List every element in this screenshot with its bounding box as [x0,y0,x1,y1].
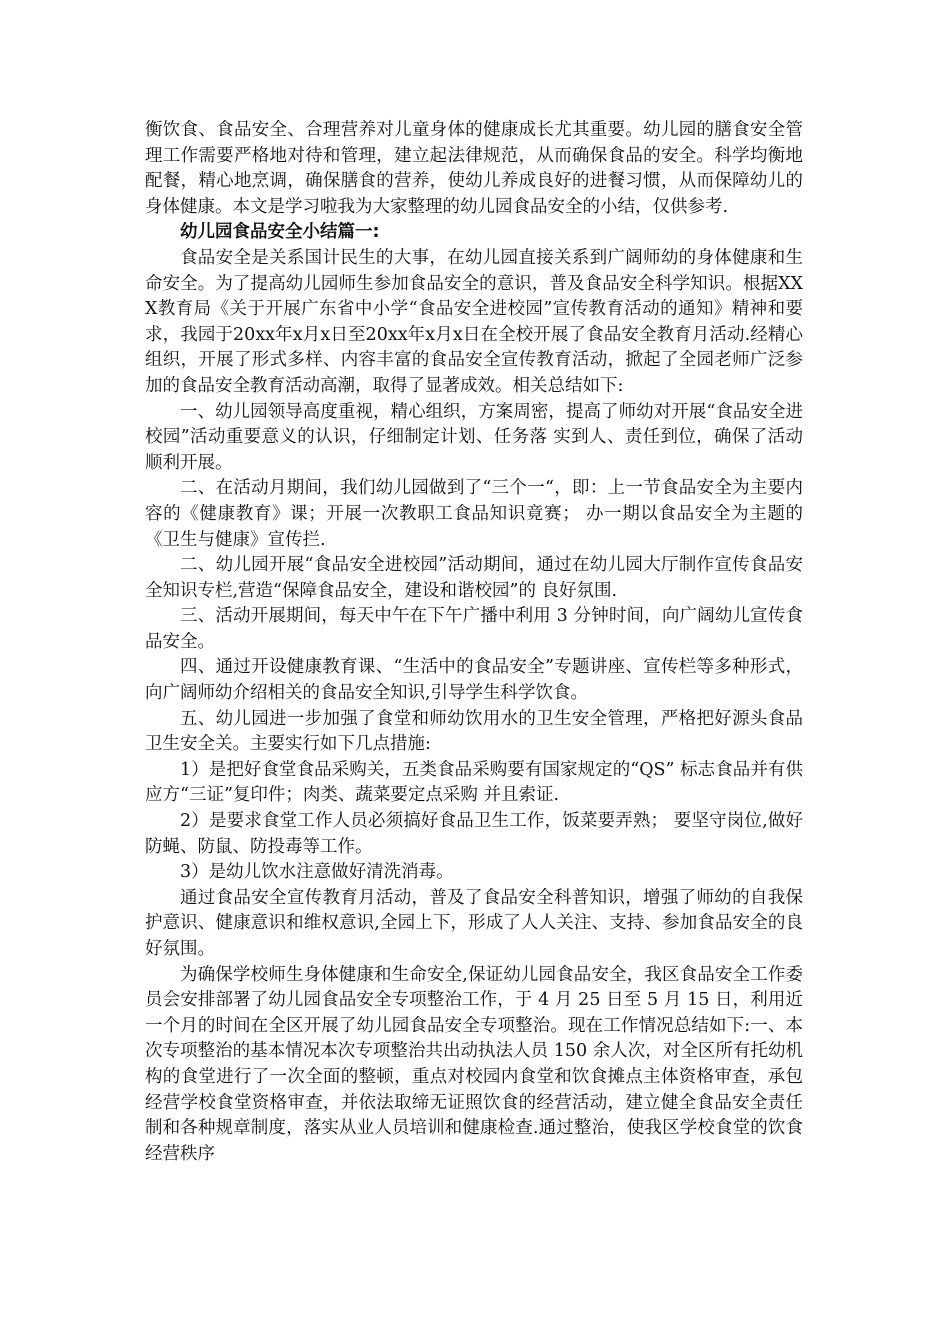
paragraph: 二、幼儿园开展“食品安全进校园”活动期间，通过在幼儿园大厅制作宣传食品安全知识专栏,营造“保障食品安全，建设和谐校园”的 良好氛围. [145,555,803,601]
paragraph: 五、幼儿园进一步加强了食堂和师幼饮用水的卫生安全管理，严格把好源头食品卫生安全关。主要实行如下几点措施: [145,708,803,755]
paragraph: 通过食品安全宣传教育月活动，普及了食品安全科普知识，增强了师幼的自我保护意识、健康意识和维权意识,全园上下，形成了人人关注、支持、参加食品安全的良好氛围。 [145,887,803,959]
document-body [145,118,803,1167]
paragraph: 四、通过开设健康教育课、“生活中的食品安全”专题讲座、宣传栏等多种形式，向广阔师幼介绍相关的食品安全知识,引导学生科学饮食。 [145,657,803,704]
section-heading: 幼儿园食品安全小结篇一: [180,222,380,243]
paragraph: 1）是把好食堂食品采购关，五类食品采购要有国家规定的“QS” 标志食品并有供应方“三证”复印件；肉类、蔬菜要定点采购 并且索证. [145,759,803,806]
paragraph: 3）是幼儿饮水注意做好清洗消毒。 [180,862,454,883]
paragraph: 二、在活动月期间，我们幼儿园做到了“三个一“，即：上一节食品安全为主要内容的《健康教育》课；开展一次教职工食品知识竟赛； 办一期以食品安全为主题的《卫生与健康》宣传拦. [145,478,803,550]
paragraph: 食品安全是关系国计民生的大事，在幼儿园直接关系到广阔师幼的身体健康和生命安全。为了提高幼儿园师生参加食品安全的意识，普及食品安全科学知识。根据XXX教育局《关于开展广东省中小学“食品安全进校园”宣传教育活动的通知》精神和要求，我园于20xx年x月x日至20xx年x月x日在全校开展了食品安全教育月活动.经精心组织，开展了形式多样、内容丰富的食品安全宣传教育活动，掀起了全园老师广泛参加的食品安全教育活动高潮，取得了显著成效。相关总结如下: [145,247,803,396]
paragraph: 一、幼儿园领导高度重视，精心组织，方案周密，提高了师幼对开展“食品安全进校园”活动重要意义的认识，仔细制定计划、任务落 实到人、责任到位，确保了活动顺利开展。 [145,401,803,473]
paragraph: 2）是要求食堂工作人员必须搞好食品卫生工作，饭菜要弄熟； 要坚守岗位,做好防蝇、防鼠、防投毒等工作。 [145,811,803,857]
paragraph: 为确保学校师生身体健康和生命安全,保证幼儿园食品安全，我区食品安全工作委员会安排部署了幼儿园食品安全专项整治工作，于 4 月 25 日至 5 月 15 日，利用近一个月的时间在全区开展了幼儿园食品安全专项整治。现在工作情况总结如下:一、本次专项整治的基本情况本次专项整治共出动执法人员 150 余人次，对全区所有托幼机构的食堂进行了一次全面的整顿，重点对校园内食堂和饮食摊点主体资格审查，承包经营学校食堂资格审查，并依法取缔无证照饮食的经营活动，建立健全食品安全责任制和各种规章制度，落实从业人员培训和健康检查.通过整治，使我区学校食堂的饮食经营秩序 [145,964,803,1164]
paragraph: 三、活动开展期间，每天中午在下午广播中利用 3 分钟时间，向广阔幼儿宣传食品安全。 [145,606,803,652]
intro-paragraph: 衡饮食、食品安全、合理营养对儿童身体的健康成长尤其重要。幼儿园的膳食安全管理工作需要严格地对待和管理，建立起法律规范，从而确保食品的安全。科学均衡地配餐，精心地烹调，确保膳食的营养，使幼儿养成良好的进餐习惯，从而保障幼儿的身体健康。本文是学习啦我为大家整理的幼儿园食品安全的小结，仅供参考. [145,120,803,217]
